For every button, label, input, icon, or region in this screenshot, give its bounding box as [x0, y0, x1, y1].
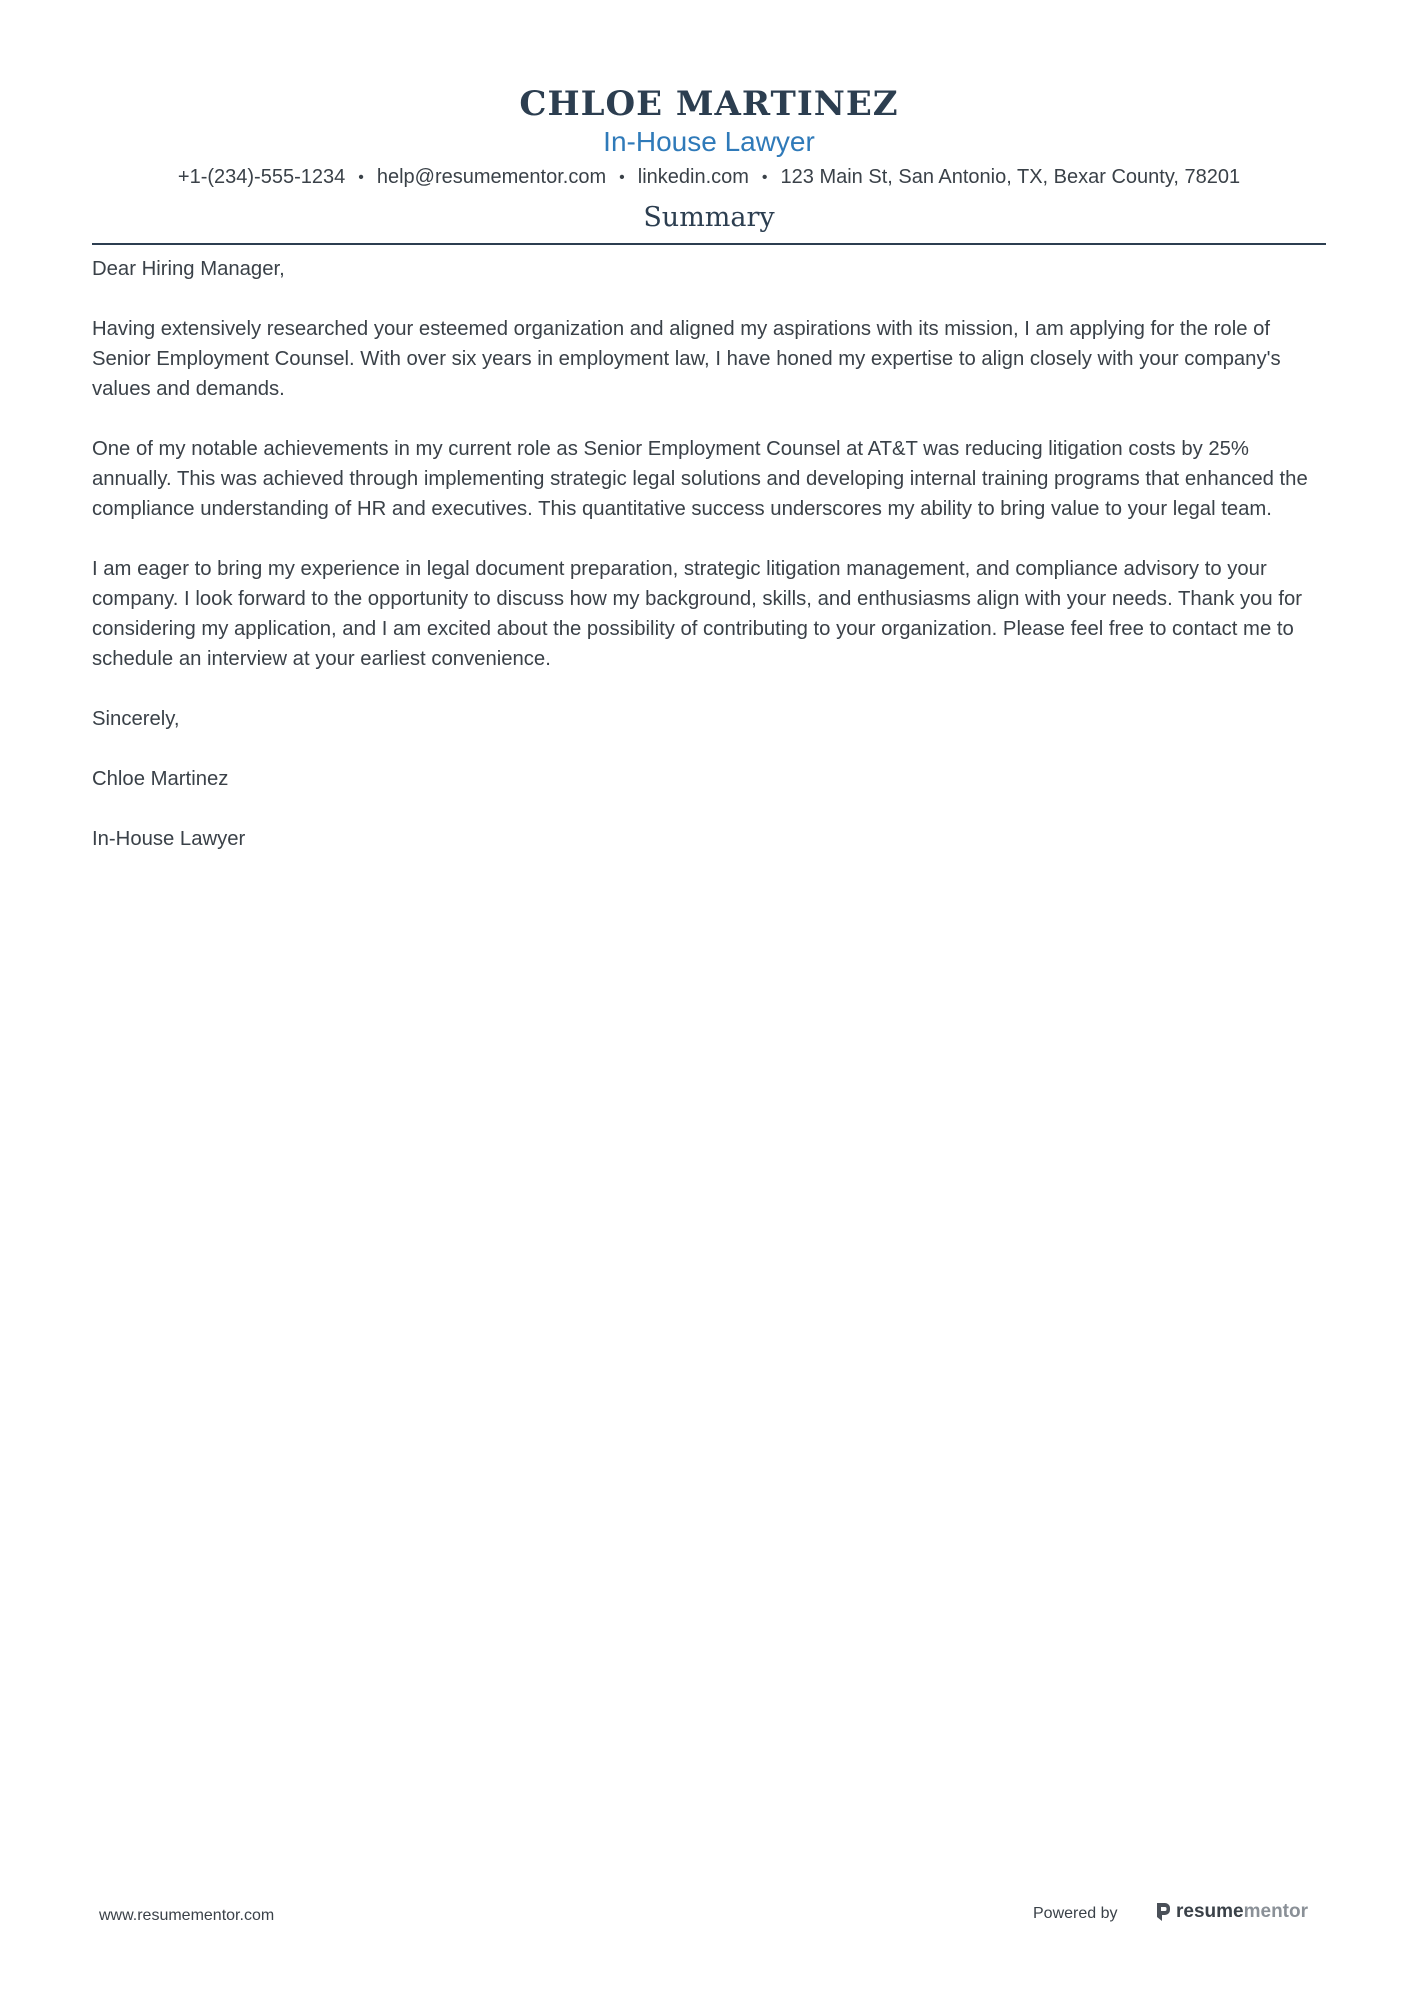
brand-text-resume: resume	[1176, 1901, 1244, 1922]
section-divider	[92, 243, 1326, 245]
letter-header	[92, 82, 1326, 193]
letter-paragraph: I am eager to bring my experience in legal document preparation, strategic litigation management, and compliance advisory to your company. I look forward to the opportunity to discuss how my background, skills, and enthusiasms align with your needs. Thank you for considering my application, and I am excited about the possibility of contributing to your organization. Please feel free to contact me to schedule an interview at your earliest convenience.	[92, 558, 1302, 670]
applicant-title: In-House Lawyer	[603, 126, 815, 157]
resumementor-logo[interactable]	[1154, 1900, 1308, 1924]
contact-linkedin[interactable]: linkedin.com	[637, 166, 749, 188]
signature-name: Chloe Martinez	[92, 768, 229, 790]
contact-address: 123 Main St, San Antonio, TX, Bexar County, 78201	[780, 166, 1241, 188]
letter-body	[92, 254, 1332, 884]
contact-info	[92, 162, 1326, 193]
contact-separator: •	[358, 169, 364, 186]
resumementor-logo-icon	[1154, 1901, 1172, 1923]
footer-website-link[interactable]: www.resumementor.com	[99, 1907, 275, 1924]
letter-closing: Sincerely,	[92, 708, 180, 730]
letter-salutation: Dear Hiring Manager,	[92, 258, 285, 280]
applicant-name: CHLOE MARTINEZ	[519, 84, 899, 124]
contact-phone: +1-(234)-555-1234	[177, 166, 346, 188]
contact-email[interactable]: help@resumementor.com	[376, 166, 607, 188]
contact-separator: •	[619, 169, 625, 186]
letter-paragraph: Having extensively researched your esteemed organization and aligned my aspirations with its mission, I am applying for the role of Senior Employment Counsel. With over six years in employment law, I have honed my expertise to align closely with your company's values and demands.	[92, 318, 1281, 400]
brand-text-mentor: mentor	[1243, 1901, 1309, 1922]
contact-separator: •	[761, 169, 768, 186]
powered-by-label: Powered by	[1033, 1905, 1118, 1922]
signature-title: In-House Lawyer	[92, 828, 246, 850]
letter-paragraph: One of my notable achievements in my current role as Senior Employment Counsel at AT&T was reducing litigation costs by 25% annually. This was achieved through implementing strategic legal solutions and developing internal training programs that enhanced the compliance understanding of HR and executives. This quantitative success underscores my ability to bring value to your legal team.	[92, 438, 1308, 520]
section-title-summary: Summary	[643, 202, 775, 233]
